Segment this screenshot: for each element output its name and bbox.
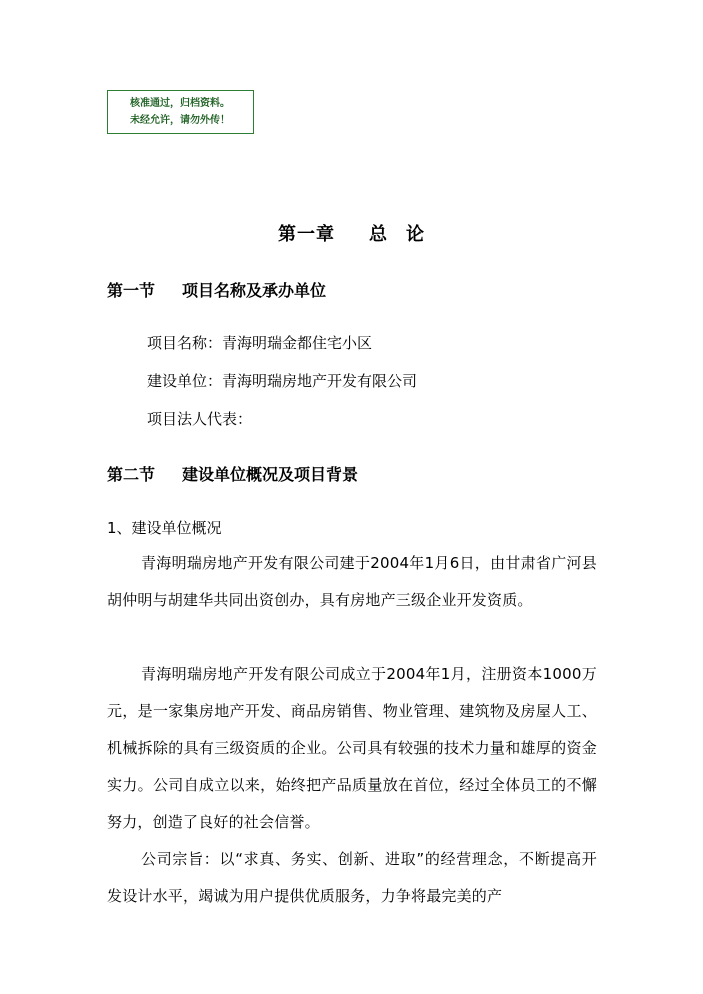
paragraph-company-founding: 青海明瑞房地产开发有限公司建于2004年1月6日，由甘肃省广河县胡仲明与胡建华共同出资创办，具有房地产三级企业开发资质。 — [107, 554, 597, 609]
subsection-heading: 1、建设单位概况 — [107, 519, 222, 537]
section-2-heading — [107, 462, 358, 485]
section-2-number: 第二节 — [107, 465, 156, 484]
chapter-title-part2: 论 — [406, 224, 425, 245]
stamp-line-1: 核准通过，归档资料。 — [130, 98, 230, 109]
section-1-heading — [107, 278, 326, 301]
section-1-title: 项目名称及承办单位 — [182, 281, 327, 300]
chapter-title-part1: 总 — [369, 224, 388, 245]
chapter-number: 第一章 — [278, 224, 335, 245]
paragraph-company-profile: 青海明瑞房地产开发有限公司成立于2004年1月，注册资本1000万元，是一家集房地产开发、商品房销售、物业管理、建筑物及房屋人工、机械拆除的具有三级资质的企业。公司具有较强的技术力量和雄厚的资金实力。公司自成立以来，始终把产品质量放在首位，经过全体员工的不懈努力，创造了良好的社会信誉。 — [107, 665, 597, 831]
paragraph-company-mission: 公司宗旨：以“求真、务实、创新、进取”的经营理念，不断提高开发设计水平，竭诚为用户提供优质服务，力争将最完美的产 — [107, 850, 597, 905]
section-2-title: 建设单位概况及项目背景 — [182, 465, 359, 484]
builder-line: 建设单位：青海明瑞房地产开发有限公司 — [147, 372, 418, 390]
stamp-line-2: 未经允许，请勿外传！ — [130, 115, 230, 126]
archive-stamp — [107, 90, 254, 134]
legal-rep-line: 项目法人代表： — [147, 410, 253, 428]
chapter-title — [0, 220, 703, 246]
project-name-line: 项目名称：青海明瑞金都住宅小区 — [147, 334, 373, 352]
section-1-number: 第一节 — [107, 281, 156, 300]
